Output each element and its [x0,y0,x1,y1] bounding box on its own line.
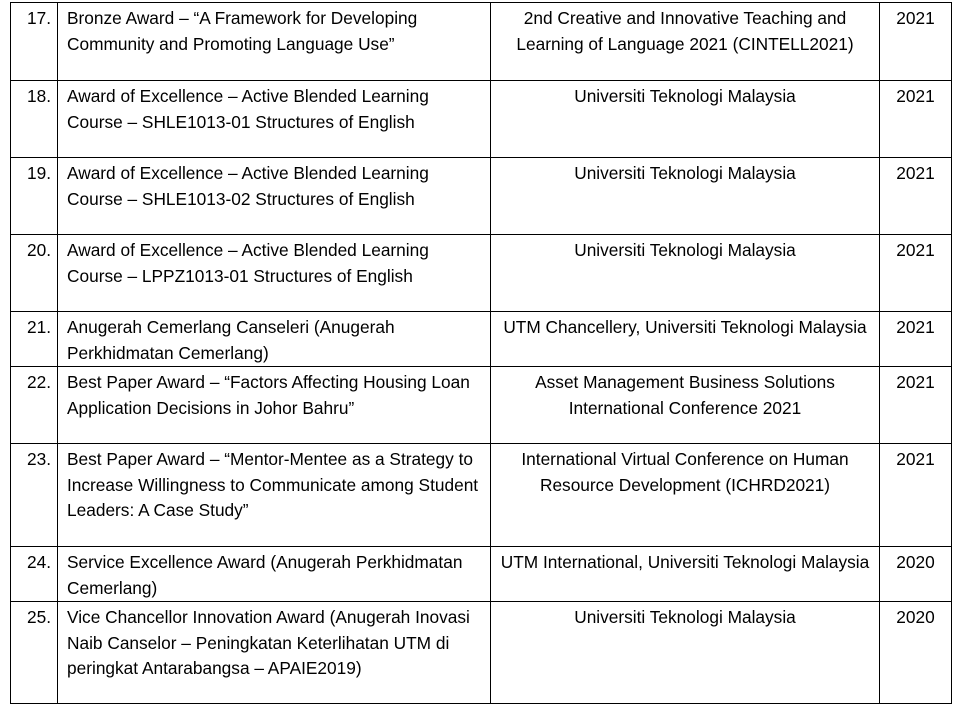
award-title: Bronze Award – “A Framework for Developing Community and Promoting Language Use” [58,3,491,81]
award-year: 2020 [880,602,952,704]
award-organizer: International Virtual Conference on Human Resource Development (ICHRD2021) [491,444,880,547]
award-year: 2021 [880,235,952,312]
award-number: 20. [11,235,58,312]
table-row [11,367,952,444]
award-number: 22. [11,367,58,444]
table-row [11,602,952,704]
award-title: Award of Excellence – Active Blended Learning Course – SHLE1013-02 Structures of English [58,158,491,235]
award-number: 21. [11,312,58,367]
award-year: 2021 [880,158,952,235]
award-year: 2021 [880,444,952,547]
table-row [11,158,952,235]
award-number: 25. [11,602,58,704]
award-year: 2021 [880,367,952,444]
award-title: Best Paper Award – “Mentor-Mentee as a Strategy to Increase Willingness to Communicate among Student Leaders: A Case Study” [58,444,491,547]
award-title: Anugerah Cemerlang Canseleri (Anugerah Perkhidmatan Cemerlang) [58,312,491,367]
award-organizer: Asset Management Business Solutions International Conference 2021 [491,367,880,444]
table-row [11,81,952,158]
award-number: 19. [11,158,58,235]
award-year: 2021 [880,312,952,367]
table-row [11,3,952,81]
awards-table [10,2,952,704]
award-organizer: Universiti Teknologi Malaysia [491,81,880,158]
award-organizer: UTM Chancellery, Universiti Teknologi Malaysia [491,312,880,367]
award-year: 2021 [880,81,952,158]
table-row [11,547,952,602]
table-row [11,444,952,547]
award-organizer: Universiti Teknologi Malaysia [491,158,880,235]
award-organizer: Universiti Teknologi Malaysia [491,602,880,704]
award-year: 2021 [880,3,952,81]
award-number: 18. [11,81,58,158]
table-row [11,312,952,367]
award-title: Award of Excellence – Active Blended Learning Course – SHLE1013-01 Structures of English [58,81,491,158]
award-title: Vice Chancellor Innovation Award (Anugerah Inovasi Naib Canselor – Peningkatan Keterlihatan UTM di peringkat Antarabangsa – APAIE2019) [58,602,491,704]
award-title: Service Excellence Award (Anugerah Perkhidmatan Cemerlang) [58,547,491,602]
award-year: 2020 [880,547,952,602]
award-organizer: 2nd Creative and Innovative Teaching and Learning of Language 2021 (CINTELL2021) [491,3,880,81]
award-title: Best Paper Award – “Factors Affecting Housing Loan Application Decisions in Johor Bahru” [58,367,491,444]
award-number: 24. [11,547,58,602]
table-row [11,235,952,312]
award-organizer: Universiti Teknologi Malaysia [491,235,880,312]
award-title: Award of Excellence – Active Blended Learning Course – LPPZ1013-01 Structures of English [58,235,491,312]
award-number: 23. [11,444,58,547]
award-number: 17. [11,3,58,81]
award-organizer: UTM International, Universiti Teknologi Malaysia [491,547,880,602]
